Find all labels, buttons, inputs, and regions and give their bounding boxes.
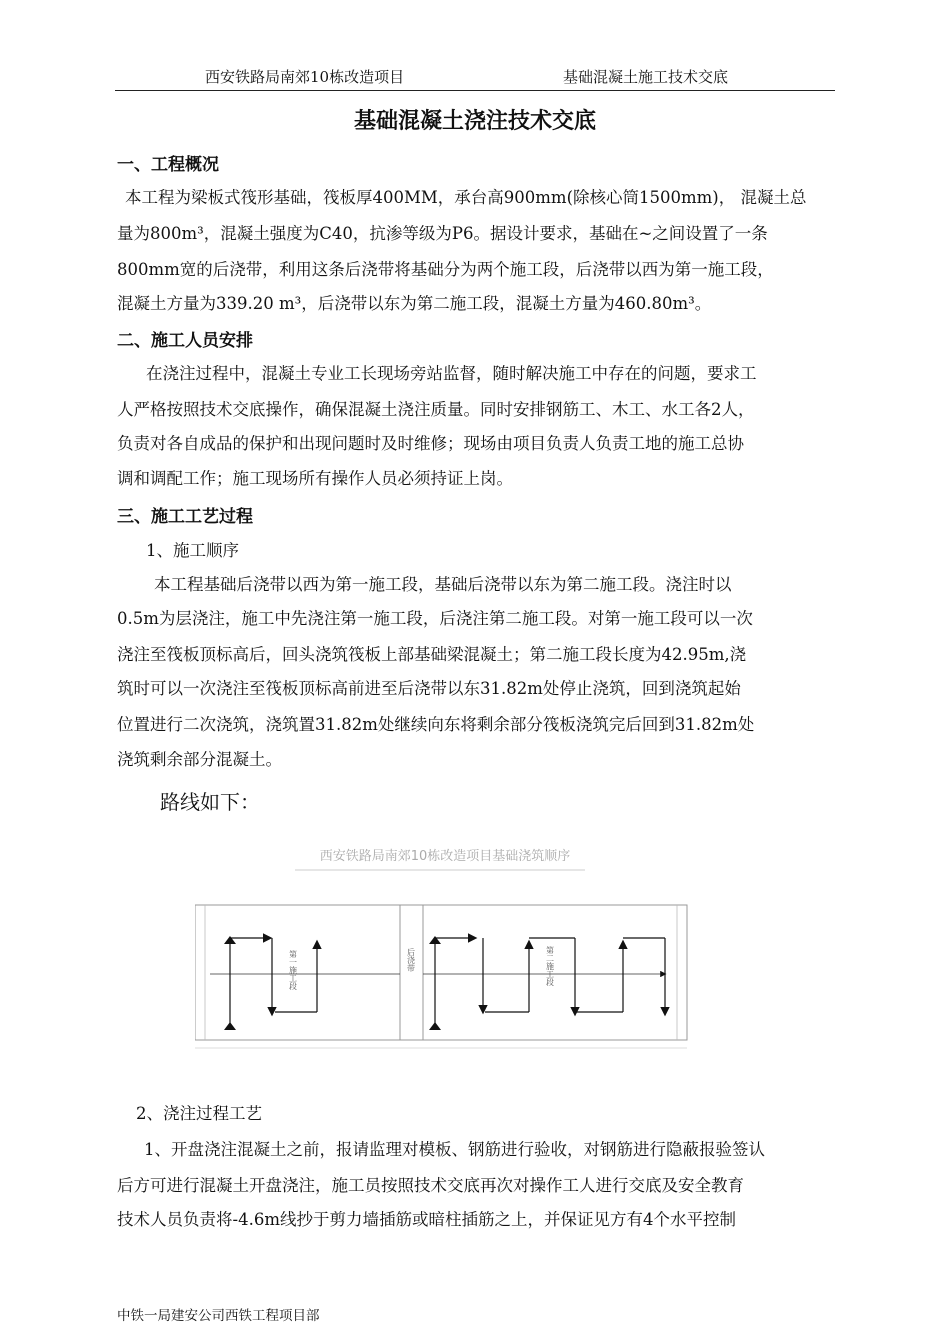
route-label: 路线如下： bbox=[160, 790, 260, 814]
section3-sub1-line: 浇筑剩余部分混凝土。 bbox=[117, 750, 282, 769]
section1-line: 本工程为梁板式筏形基础，筏板厚400MM，承台高900mm(除核心筒1500mm)， 混凝土总 bbox=[125, 188, 807, 207]
section2-line: 负责对各自成品的保护和出现问题时及时维修；现场由项目负责人负责工地的施工总协 bbox=[117, 434, 744, 453]
section2-line: 调和调配工作；施工现场所有操作人员必须持证上岗。 bbox=[117, 469, 513, 488]
section1-line: 800mm宽的后浇带，利用这条后浇带将基础分为两个施工段，后浇带以西为第一施工段， bbox=[117, 260, 774, 279]
footer-company: 中铁一局建安公司西铁工程项目部 bbox=[117, 1308, 320, 1324]
section3-sub1-line: 筑时可以一次浇注至筏板顶标高前进至后浇带以东31.82m处停止浇筑，回到浇筑起始 bbox=[117, 679, 741, 698]
section3-sub1-line: 0.5m为层浇注，施工中先浇注第一施工段，后浇注第二施工段。对第一施工段可以一次 bbox=[117, 609, 753, 628]
section2-line: 人严格按照技术交底操作，确保混凝土浇注质量。同时安排钢筋工、木工、水工各2人， bbox=[117, 400, 755, 419]
section3-sub1-line: 浇注至筏板顶标高后，回头浇筑筏板上部基础梁混凝土；第二施工段长度为42.95m,浇 bbox=[117, 645, 747, 664]
svg-text:第一施工段: 第一施工段 bbox=[288, 950, 298, 990]
section1-heading: 一、工程概况 bbox=[117, 155, 219, 175]
section1-line: 量为800m³，混凝土强度为C40，抗渗等级为P6。据设计要求，基础在~之间设置了一条 bbox=[117, 224, 768, 243]
svg-text:后浇带: 后浇带 bbox=[406, 948, 416, 972]
section3-sub1-line: 本工程基础后浇带以西为第一施工段，基础后浇带以东为第二施工段。浇注时以 bbox=[154, 575, 732, 594]
zone1-start-arrow bbox=[224, 1022, 236, 1030]
section2-heading: 二、施工人员安排 bbox=[117, 331, 253, 351]
section3-sub2-line: 后方可进行混凝土开盘浇注，施工员按照技术交底再次对操作工人进行交底及安全教育 bbox=[117, 1176, 744, 1195]
section3-sub1-line: 位置进行二次浇筑，浇筑置31.82m处继续向东将剩余部分筏板浇筑完后回到31.82m处 bbox=[117, 715, 755, 734]
zone1-route bbox=[230, 938, 317, 1028]
page-title: 基础混凝土浇注技术交底 bbox=[353, 109, 596, 134]
section2-line: 在浇注过程中，混凝土专业工长现场旁站监督，随时解决施工中存在的问题，要求工 bbox=[146, 364, 757, 383]
zone1-label bbox=[289, 949, 298, 991]
section3-sub2-line: 技术人员负责将-4.6m线抄于剪力墙插筋或暗柱插筋之上，并保证见方有4个水平控制 bbox=[117, 1210, 736, 1229]
zone2-label bbox=[546, 945, 555, 987]
section3-sub1-heading: 1、施工顺序 bbox=[146, 541, 239, 560]
section1-line: 混凝土方量为339.20 m³，后浇带以东为第二施工段，混凝土方量为460.80m³。 bbox=[117, 294, 712, 313]
band-label bbox=[407, 947, 416, 973]
svg-text:第二施工段: 第二施工段 bbox=[545, 946, 555, 986]
diagram-title: 西安铁路局南郊10栋改造项目基础浇筑顺序 bbox=[319, 849, 571, 864]
zone1-arrow-up bbox=[224, 936, 236, 944]
header-rule bbox=[115, 90, 835, 91]
section3-sub2-line: 1、开盘浇注混凝土之前，报请监理对模板、钢筋进行验收，对钢筋进行隐蔽报验签认 bbox=[144, 1140, 765, 1159]
zone2-start-arrow bbox=[429, 1022, 441, 1030]
header-doc-type: 基础混凝土施工技术交底 bbox=[563, 68, 729, 86]
section3-sub2-heading: 2、浇注过程工艺 bbox=[136, 1104, 262, 1123]
header-project: 西安铁路局南郊10栋改造项目 bbox=[205, 68, 405, 86]
zone2-arrow-up bbox=[429, 936, 441, 944]
pour-sequence-diagram bbox=[195, 838, 695, 1060]
section3-heading: 三、施工工艺过程 bbox=[117, 507, 253, 527]
foundation-outline bbox=[195, 905, 687, 1040]
